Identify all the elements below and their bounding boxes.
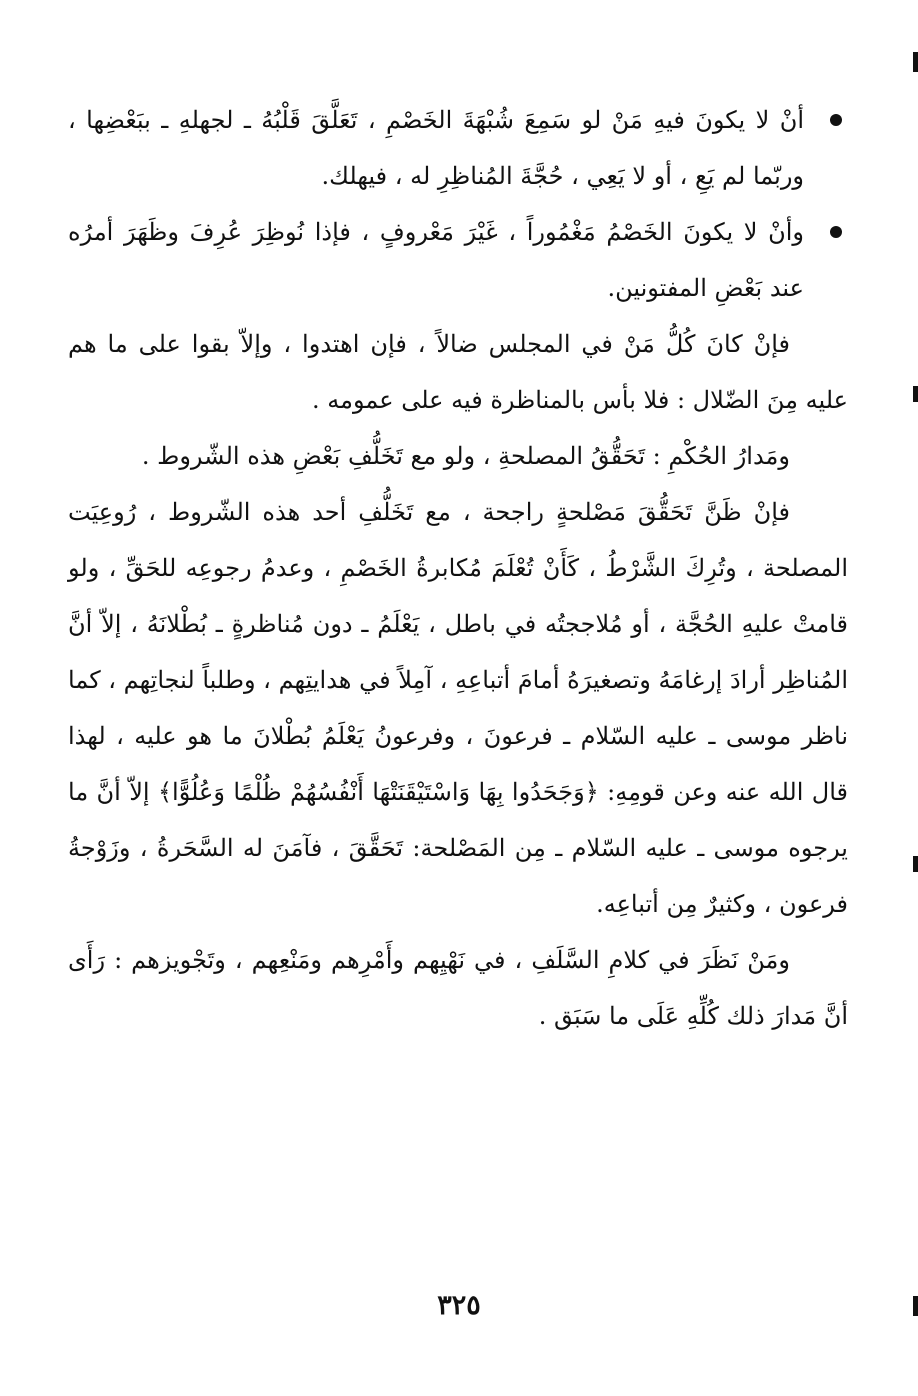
paragraph: ومَدارُ الحُكْمِ : تَحَقُّقُ المصلحةِ ، ولو مع تَخَلُّفِ بَعْضِ هذه الشّروط . xyxy=(141,442,790,470)
bullet-text: وأنْ لا يكونَ الخَصْمُ مَغْمُوراً ، غَيْرَ مَعْروفٍ ، فإذا نُوظِرَ عُرِفَ وظَهَرَ أمرُه عند بَعْضِ المفتونين. xyxy=(68,218,805,302)
page-edge-mark xyxy=(913,856,918,872)
page-edge-mark xyxy=(913,386,918,402)
bullet-dot-icon xyxy=(830,226,842,238)
paragraph: فإنْ ظَنَّ تَحَقُّقَ مَصْلحةٍ راجحة ، مع تَخَلُّفِ أحد هذه الشّروط ، رُوعِيَت المصلحة ، وتُرِكَ الشَّرْطُ ، كَأَنْ تُعْلَمَ مُكابرةُ الخَصْمِ ، وعدمُ رجوعِه للحَقِّ ، ولو قامتْ عليهِ الحُجَّة ، أو مُلاججتُه في باطل ، يَعْلَمُ ـ دون مُناظرةٍ ـ بُطْلانَهُ ، إلاّ أنَّ المُناظِر أرادَ إرغامَهُ وتصغيرَهُ أمامَ أتباعِهِ ، آمِلاً في هدايتِهم ، وطلباً لنجاتِهم ، كما ناظر موسى ـ عليه السّلام ـ فرعونَ ، وفرعونُ يَعْلَمُ بُطْلانَ ما هو عليه ، لهذا قال الله عنه وعن قومِهِ: ﴿وَجَحَدُوا بِهَا وَاسْتَيْقَنَتْهَا أَنْفُسُهُمْ ظُلْمًا وَعُلُوًّا﴾ إلاّ أنَّ ما يرجوه موسى ـ عليه السّلام ـ مِن المَصْلحة: تَحَقَّقَ ، فآمَنَ له السَّحَرةُ ، وزَوْجةُ فرعون ، وكثيرٌ مِن أتباعِه. xyxy=(68,498,848,918)
bullet-item xyxy=(68,92,848,204)
page-body xyxy=(68,92,848,1044)
page-edge-mark xyxy=(913,52,918,72)
paragraph: فإنْ كانَ كُلُّ مَنْ في المجلس ضالاً ، فإن اهتدوا ، وإلاّ بقوا على ما هم عليه مِنَ الضّلال : فلا بأس بالمناظرة فيه على عمومه . xyxy=(68,330,848,414)
page-number: ٣٢٥ xyxy=(437,1290,481,1321)
paragraph: ومَنْ نَظَرَ في كلامِ السَّلَفِ ، في نَهْيِهم وأَمْرِهم ومَنْعِهم ، وتَجْويزهم : رَأَى أنَّ مَدارَ ذلك كُلِّهِ عَلَى ما سَبَق . xyxy=(68,946,848,1030)
bullet-text: أنْ لا يكونَ فيهِ مَنْ لو سَمِعَ شُبْهَةَ الخَصْمِ ، تَعَلَّقَ قَلْبُهُ ـ لجهلهِ ـ ببَعْضِها ، وربّما لم يَعِ ، أو لا يَعِي ، حُجَّةَ المُناظِرِ له ، فيهلك. xyxy=(68,106,804,190)
bullet-dot-icon xyxy=(830,114,842,126)
bullet-item xyxy=(68,204,848,316)
